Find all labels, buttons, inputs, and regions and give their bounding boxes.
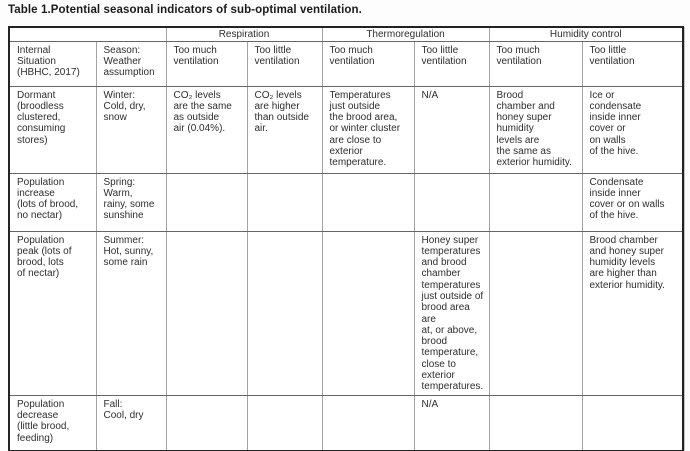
- cell-situation: Population increase (lots of brood, no nectar): [9, 173, 96, 231]
- cell-thermoregulation-too-little: [414, 173, 489, 231]
- cell-thermoregulation-too-much: [322, 395, 414, 451]
- cell-respiration-too-much: [166, 231, 247, 395]
- table-title: Table 1.Potential seasonal indicators of sub-optimal ventilation.: [8, 4, 362, 16]
- cell-humidity-too-much: Brood chamber and honey super humidity levels are the same as exterior humidity.: [489, 86, 582, 173]
- table-row-population-increase: [9, 173, 683, 231]
- cell-thermoregulation-too-much: [322, 231, 414, 395]
- group-header-respiration: Respiration: [166, 27, 322, 41]
- cell-humidity-too-little: Condensate inside inner cover or on walls of the hive.: [582, 173, 683, 231]
- group-header-thermoregulation: Thermoregulation: [322, 27, 489, 41]
- cell-humidity-too-much: [489, 395, 582, 451]
- cell-situation: Population decrease (little brood, feeding): [9, 395, 96, 451]
- cell-thermoregulation-too-much: Temperatures just outside the brood area, or winter cluster are close to exterior temperature.: [322, 86, 414, 173]
- cell-season: Spring: Warm, rainy, some sunshine: [96, 173, 166, 231]
- cell-thermoregulation-too-much: [322, 173, 414, 231]
- column-header-respiration-too-little: Too little ventilation: [247, 41, 322, 86]
- cell-respiration-too-little: CO₂ levels are higher than outside air.: [247, 86, 322, 173]
- column-header-season: Season: Weather assumption: [96, 41, 166, 86]
- cell-season: Summer: Hot, sunny, some rain: [96, 231, 166, 395]
- cell-thermoregulation-too-little: N/A: [414, 395, 489, 451]
- column-header-respiration-too-much: Too much ventilation: [166, 41, 247, 86]
- cell-respiration-too-little: [247, 395, 322, 451]
- cell-season: Winter: Cold, dry, snow: [96, 86, 166, 173]
- cell-respiration-too-little: [247, 173, 322, 231]
- column-header-thermoregulation-too-little: Too little ventilation: [414, 41, 489, 86]
- cell-situation: Population peak (lots of brood, lots of nectar): [9, 231, 96, 395]
- cell-respiration-too-much: [166, 395, 247, 451]
- cell-thermoregulation-too-little: N/A: [414, 86, 489, 173]
- cell-thermoregulation-too-little: Honey super temperatures and brood chamber temperatures just outside of brood area are at, or above, brood temperature, close to exterior temperatures.: [414, 231, 489, 395]
- seasonal-ventilation-table: [8, 26, 684, 451]
- column-header-humidity-too-much: Too much ventilation: [489, 41, 582, 86]
- cell-humidity-too-little: Ice or condensate inside inner cover or on walls of the hive.: [582, 86, 683, 173]
- cell-respiration-too-much: [166, 173, 247, 231]
- cell-situation: Dormant (broodless clustered, consuming stores): [9, 86, 96, 173]
- cell-humidity-too-much: [489, 231, 582, 395]
- group-header-humidity-control: Humidity control: [489, 27, 683, 41]
- column-header-thermoregulation-too-much: Too much ventilation: [322, 41, 414, 86]
- cell-respiration-too-much: CO₂ levels are the same as outside air (0.04%).: [166, 86, 247, 173]
- column-header-row: [9, 41, 683, 86]
- table-row-population-peak: [9, 231, 683, 395]
- cell-season: Fall: Cool, dry: [96, 395, 166, 451]
- cell-humidity-too-much: [489, 173, 582, 231]
- table-row-population-decrease: [9, 395, 683, 451]
- cell-respiration-too-little: [247, 231, 322, 395]
- cell-humidity-too-little: [582, 395, 683, 451]
- column-header-internal-situation: Internal Situation (HBHC, 2017): [9, 41, 96, 86]
- cell-humidity-too-little: Brood chamber and honey super humidity levels are higher than exterior humidity.: [582, 231, 683, 395]
- table-row-dormant: [9, 86, 683, 173]
- column-header-humidity-too-little: Too little ventilation: [582, 41, 683, 86]
- corner-cell: [9, 27, 166, 41]
- group-header-row: [9, 27, 683, 41]
